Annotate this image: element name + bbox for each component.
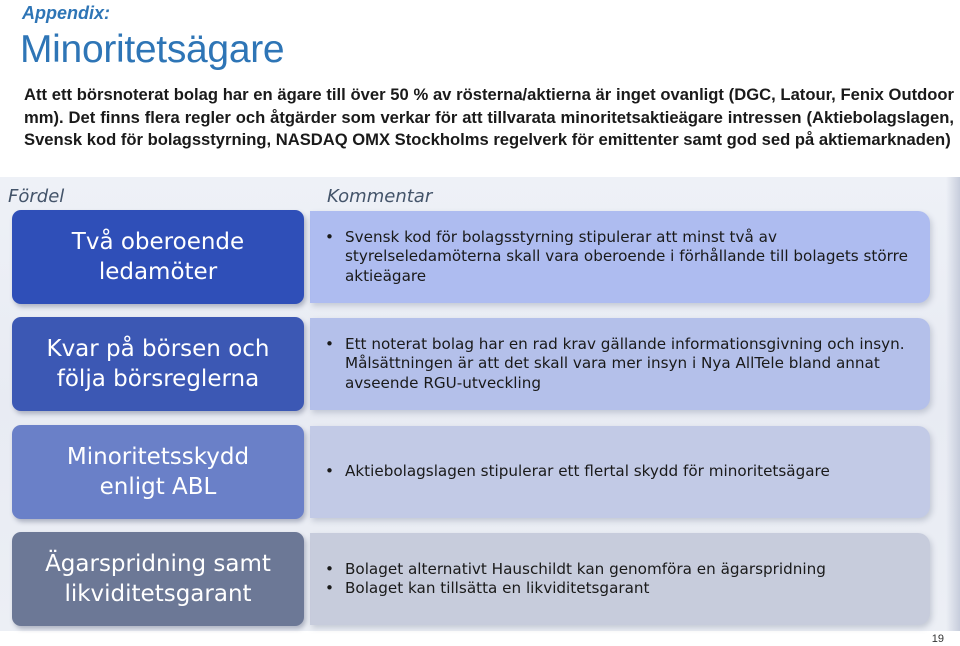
column-header-comment: Kommentar xyxy=(327,186,433,207)
bullet-icon: • xyxy=(325,559,334,578)
page-number: 19 xyxy=(931,633,944,645)
bullet-icon: • xyxy=(325,579,334,597)
comment-text: Ett noterat bolag har en rad krav gällande informationsgivning och insyn. Målsättningen är att det skall vara mer insyn i Nya AllTele bland annat avseende RGU-utveckling xyxy=(345,334,905,392)
advantage-box-3: Minoritetsskydd enligt ABL xyxy=(12,425,304,519)
comment-box-2 xyxy=(310,318,930,410)
comment-list-1 xyxy=(310,228,930,287)
comment-list-4 xyxy=(310,560,826,599)
intro-paragraph: Att ett börsnoterat bolag har en ägare till över 50 % av rösterna/aktierna är inget ovanligt (DGC, Latour, Fenix Outdoor mm). Det finns flera regler och åtgärder som verkar för att tillvarata minoritetsaktieägare intressen (Aktiebolagslagen, Svensk kod för bolagsstyrning, NASDAQ OMX Stockholms regelverk för emittenter samt god sed på aktiemarknaden) xyxy=(24,85,954,149)
bullet-icon: • xyxy=(325,462,334,481)
comment-bullet-item xyxy=(325,559,826,580)
comment-text: Bolaget alternativt Hauschildt kan genomföra en ägarspridning xyxy=(345,559,826,578)
comment-bullet-item xyxy=(325,462,830,482)
comment-text: Svensk kod för bolagsstyrning stipulerar att minst två av styrelseledamöterna skall vara oberoende i förhållande till bolagets större aktieägare xyxy=(345,227,908,285)
comment-text: Aktiebolagslagen stipulerar ett flertal skydd för minoritetsägare xyxy=(345,462,830,481)
advantage-box-1: Två oberoende ledamöter xyxy=(12,210,304,304)
page-title: Minoritetsägare xyxy=(20,28,285,71)
comment-text: Bolaget kan tillsätta en likviditetsgarant xyxy=(345,579,650,597)
comment-list-2 xyxy=(310,335,930,394)
appendix-label: Appendix: xyxy=(22,3,110,23)
advantage-box-4: Ägarspridning samt likviditetsgarant xyxy=(12,532,304,626)
comment-bullet-item xyxy=(325,579,826,599)
comment-box-4 xyxy=(310,533,930,625)
comment-list-3 xyxy=(310,462,830,482)
column-header-advantage: Fördel xyxy=(8,186,65,207)
comment-bullet-item xyxy=(325,334,930,394)
bullet-icon: • xyxy=(325,334,334,353)
advantage-box-2: Kvar på börsen och följa börsreglerna xyxy=(12,317,304,411)
panel-edge-shade xyxy=(946,177,960,631)
comment-box-3 xyxy=(310,426,930,518)
comment-bullet-item xyxy=(325,227,930,287)
comment-box-1 xyxy=(310,211,930,303)
bullet-icon: • xyxy=(325,227,334,246)
